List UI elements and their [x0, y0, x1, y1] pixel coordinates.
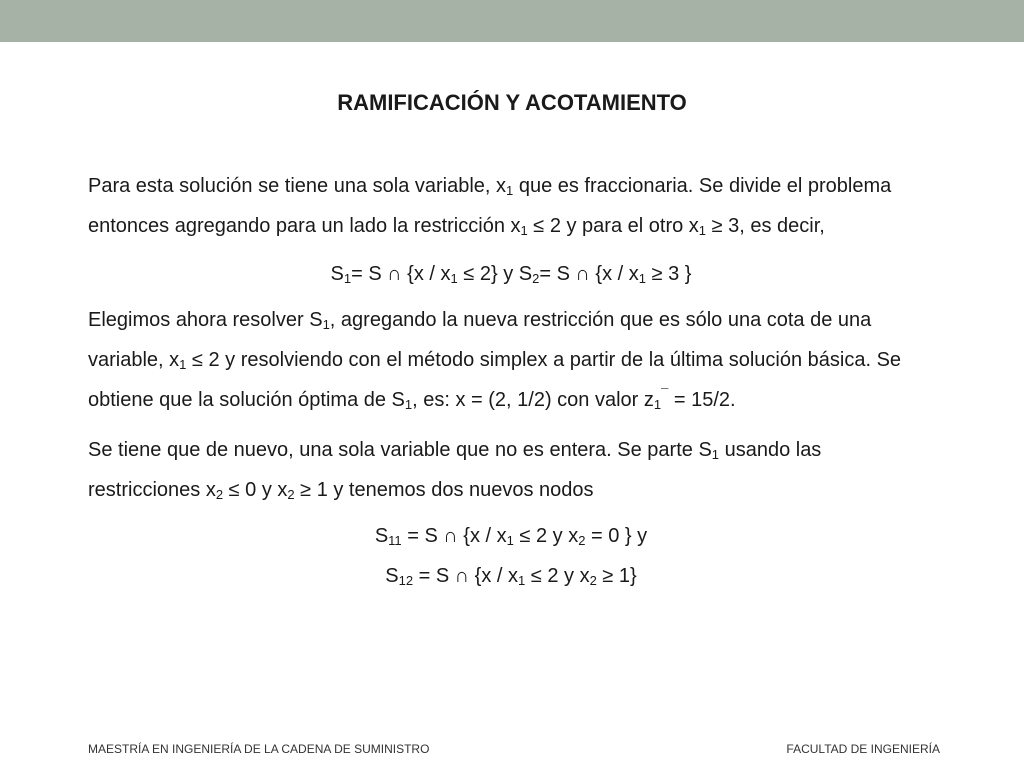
subscript: 1 — [520, 223, 528, 238]
subscript: 1 — [518, 573, 526, 588]
paragraph-solve-s1 — [88, 300, 934, 420]
equation-s11 — [88, 516, 934, 556]
subscript: 2 — [589, 573, 597, 588]
top-header-bar — [0, 0, 1024, 42]
equation-s1-s2 — [88, 254, 934, 294]
subscript: 1 — [653, 397, 662, 412]
text-run: ≤ 2} y S — [457, 263, 533, 285]
subscript: 1 — [404, 397, 413, 412]
subscript: 1 — [711, 447, 720, 462]
text-run: ≤ 2 y x — [513, 525, 579, 547]
subscript: 1 — [638, 271, 647, 286]
text-run: Para esta solución se tiene una sola variable, x — [88, 175, 507, 197]
text-run: Se tiene que de nuevo, una sola variable que no es entera. Se parte S — [88, 439, 712, 461]
text-run: ≤ 2 y x — [525, 565, 590, 587]
subscript: 2 — [578, 533, 586, 548]
text-run: ≥ 1} — [596, 565, 637, 587]
text-run: = S ∩ {x / x — [413, 565, 519, 587]
subscript: 12 — [398, 573, 414, 588]
text-run: ≤ 0 y x — [223, 479, 288, 501]
paragraph-branch-s1 — [88, 430, 934, 510]
text-run: ≤ 2 y para el otro x — [527, 215, 699, 237]
text-run: ≥ 1 y tenemos dos nuevos nodos — [294, 479, 594, 501]
text-run: ≥ 3 } — [646, 263, 692, 285]
text-run: Elegimos ahora resolver S — [88, 309, 323, 331]
text-run: = S ∩ {x / x — [539, 263, 639, 285]
subscript: 11 — [388, 533, 402, 548]
text-run: S — [385, 565, 399, 587]
paragraph-intro — [88, 166, 934, 246]
subscript: 1 — [506, 533, 514, 548]
text-run: , es: x = (2, 1/2) con valor z — [412, 389, 654, 411]
equation-s12 — [88, 556, 934, 596]
subscript: 1 — [322, 317, 330, 332]
subscript: 2 — [215, 487, 224, 502]
superscript: ¯ — [661, 386, 669, 401]
subscript: 1 — [179, 357, 187, 372]
subscript: 1 — [506, 183, 514, 198]
text-run: = S ∩ {x / x — [401, 525, 507, 547]
text-run: usando las restricciones x — [88, 439, 822, 501]
slide-content — [88, 166, 934, 596]
text-run: , agregando la nueva restricción que es sólo una cota de una variable, x — [88, 309, 872, 371]
subscript: 2 — [532, 271, 540, 286]
slide-title: RAMIFICACIÓN Y ACOTAMIENTO — [337, 90, 687, 115]
subscript: 1 — [698, 223, 707, 238]
text-run: S — [374, 525, 389, 547]
subscript: 2 — [287, 487, 295, 502]
footer-faculty: FACULTAD DE INGENIERÍA — [786, 742, 940, 756]
text-run: ≥ 3, es decir, — [706, 215, 825, 237]
text-run: ≤ 2 y resolviendo con el método simplex a partir de la última solución básica. Se obtiene que la solución óptima de S — [88, 349, 902, 411]
subscript: 1 — [343, 271, 352, 286]
text-run: = 0 } y — [585, 525, 648, 547]
text-run: = 15/2. — [668, 389, 736, 411]
text-run: S — [330, 263, 344, 285]
text-run: que es fraccionaria. Se divide el problema entonces agregando para un lado la restricción x — [88, 175, 892, 237]
subscript: 1 — [450, 271, 458, 286]
text-run: = S ∩ {x / x — [351, 263, 451, 285]
footer-program: MAESTRÍA EN INGENIERÍA DE LA CADENA DE SUMINISTRO — [88, 742, 430, 756]
